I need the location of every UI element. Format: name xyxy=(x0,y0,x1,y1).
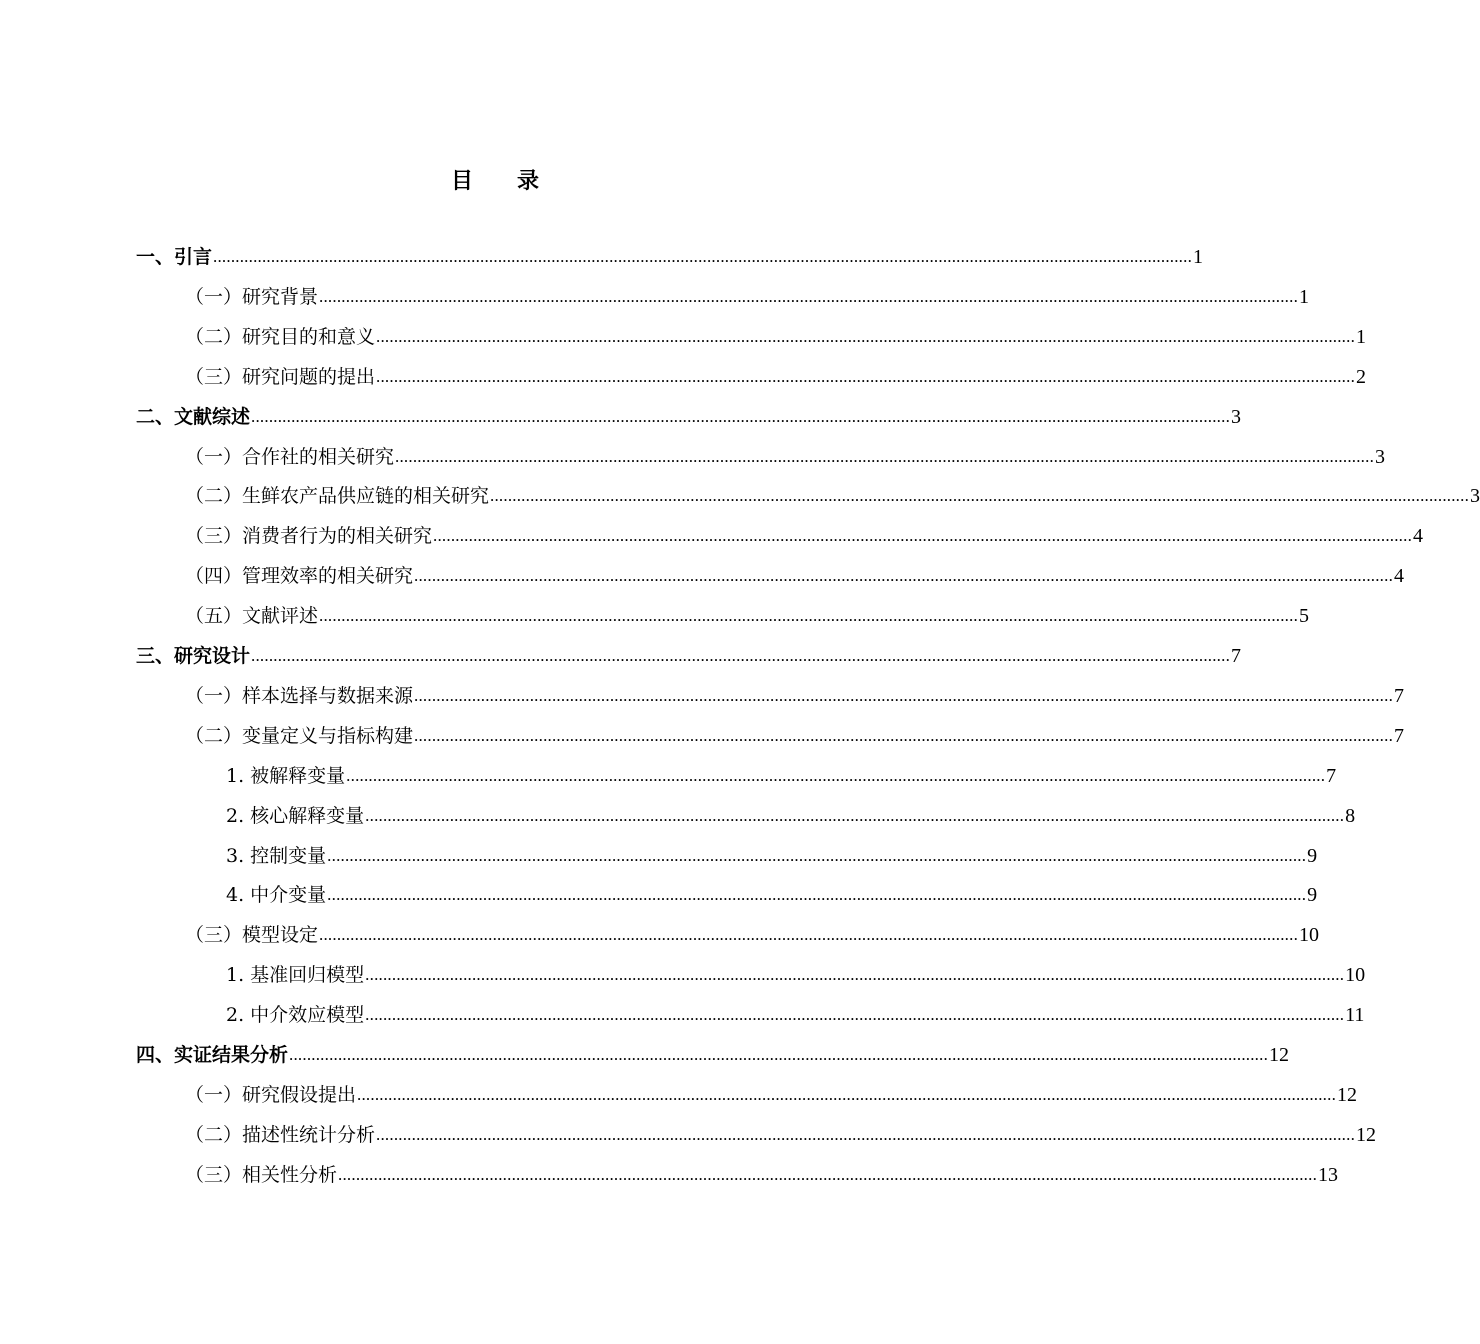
toc-entry-page-number: 5 xyxy=(1299,605,1310,628)
toc-entry-label: （二）描述性统计分析 xyxy=(185,1123,376,1146)
toc-entry-page-number: 1 xyxy=(1193,246,1204,268)
toc-entry-level-1[interactable] xyxy=(136,402,1242,432)
toc-entry-level-2[interactable] xyxy=(185,322,1367,352)
toc-entry-level-3[interactable] xyxy=(226,880,1318,910)
toc-entry-label: 4. 中介变量 xyxy=(226,884,327,907)
toc-entry-label: （三）研究问题的提出 xyxy=(185,365,376,388)
toc-leader-dots: ............................................................................................................................................................................................................................ xyxy=(490,486,1470,506)
toc-entry-label: 四、实证结果分析 xyxy=(136,1044,289,1066)
toc-leader-dots: ............................................................................................................................................................................................................................ xyxy=(414,725,1394,745)
toc-leader-dots: ............................................................................................................................................................................................................................ xyxy=(365,805,1345,825)
toc-entry-label: （四）管理效率的相关研究 xyxy=(185,565,414,588)
toc-entry-label: 1. 被解释变量 xyxy=(226,764,346,787)
toc-entry-label: 三、研究设计 xyxy=(136,645,251,667)
toc-entry-level-2[interactable] xyxy=(185,1160,1339,1190)
toc-entry-page-number: 3 xyxy=(1470,485,1480,508)
toc-entry-level-2[interactable] xyxy=(185,442,1386,472)
toc-entry-level-2[interactable] xyxy=(185,282,1310,312)
toc-entry-label: 一、引言 xyxy=(136,246,213,268)
toc-leader-dots: ............................................................................................................................................................................................................................ xyxy=(338,1164,1318,1184)
toc-leader-dots: ............................................................................................................................................................................................................................ xyxy=(289,1045,1269,1064)
toc-leader-dots: ............................................................................................................................................................................................................................ xyxy=(327,845,1307,865)
toc-leader-dots: ............................................................................................................................................................................................................................ xyxy=(319,925,1299,945)
toc-entry-page-number: 12 xyxy=(1269,1044,1290,1066)
toc-leader-dots: ............................................................................................................................................................................................................................ xyxy=(414,685,1394,705)
toc-entry-page-number: 4 xyxy=(1394,565,1405,588)
toc-entry-level-3[interactable] xyxy=(226,801,1356,831)
toc-entry-level-2[interactable] xyxy=(185,681,1405,711)
toc-entry-label: 3. 控制变量 xyxy=(226,844,327,867)
toc-entry-page-number: 3 xyxy=(1231,405,1242,428)
toc-entry-page-number: 11 xyxy=(1345,1004,1365,1027)
toc-leader-dots: ............................................................................................................................................................................................................................ xyxy=(376,326,1356,346)
toc-entry-page-number: 10 xyxy=(1299,924,1320,947)
toc-entry-level-2[interactable] xyxy=(185,481,1480,511)
toc-entry-level-1[interactable] xyxy=(136,242,1204,272)
toc-entry-label: （三）模型设定 xyxy=(185,924,319,947)
toc-entry-page-number: 9 xyxy=(1307,844,1318,867)
toc-entry-level-2[interactable] xyxy=(185,521,1424,551)
toc-entry-level-2[interactable] xyxy=(185,362,1367,392)
toc-entry-page-number: 12 xyxy=(1356,1123,1377,1146)
toc-leader-dots: ............................................................................................................................................................................................................................ xyxy=(327,885,1307,905)
toc-entry-level-3[interactable] xyxy=(226,841,1318,871)
toc-entry-label: （五）文献评述 xyxy=(185,605,319,628)
toc-entry-level-3[interactable] xyxy=(226,1000,1365,1030)
toc-entry-level-3[interactable] xyxy=(226,761,1337,791)
toc-entry-label: 1. 基准回归模型 xyxy=(226,964,365,987)
toc-entry-label: （一）合作社的相关研究 xyxy=(185,445,395,468)
toc-entry-label: （三）消费者行为的相关研究 xyxy=(185,525,433,548)
toc-entry-page-number: 10 xyxy=(1345,964,1366,987)
toc-entry-label: （一）研究背景 xyxy=(185,285,319,308)
toc-entry-page-number: 7 xyxy=(1394,684,1405,707)
toc-leader-dots: ............................................................................................................................................................................................................................ xyxy=(251,646,1231,665)
toc-leader-dots: ............................................................................................................................................................................................................................ xyxy=(357,1084,1337,1104)
toc-leader-dots: ............................................................................................................................................................................................................................ xyxy=(365,1005,1345,1025)
toc-leader-dots: ............................................................................................................................................................................................................................ xyxy=(414,566,1394,586)
toc-entry-label: 2. 核心解释变量 xyxy=(226,804,365,827)
toc-leader-dots: ............................................................................................................................................................................................................................ xyxy=(365,965,1345,985)
toc-entry-level-2[interactable] xyxy=(185,1080,1358,1110)
toc-entry-level-3[interactable] xyxy=(226,960,1366,990)
toc-entry-label: 2. 中介效应模型 xyxy=(226,1004,365,1027)
toc-entry-label: （二）研究目的和意义 xyxy=(185,325,376,348)
toc-leader-dots: ............................................................................................................................................................................................................................ xyxy=(319,286,1299,306)
toc-entry-page-number: 7 xyxy=(1326,764,1337,787)
toc-leader-dots: ............................................................................................................................................................................................................................ xyxy=(213,247,1193,266)
toc-leader-dots: ............................................................................................................................................................................................................................ xyxy=(319,606,1299,626)
toc-leader-dots: ............................................................................................................................................................................................................................ xyxy=(433,526,1413,546)
toc-leader-dots: ............................................................................................................................................................................................................................ xyxy=(251,406,1231,426)
toc-entry-page-number: 8 xyxy=(1345,804,1356,827)
toc-entry-level-1[interactable] xyxy=(136,1040,1290,1070)
toc-entry-page-number: 13 xyxy=(1318,1163,1339,1186)
toc-entry-page-number: 9 xyxy=(1307,884,1318,907)
toc-entry-label: （二）变量定义与指标构建 xyxy=(185,724,414,747)
toc-leader-dots: ............................................................................................................................................................................................................................ xyxy=(346,765,1326,785)
toc-entry-page-number: 7 xyxy=(1231,645,1242,667)
toc-entry-page-number: 1 xyxy=(1299,285,1310,308)
toc-entry-page-number: 1 xyxy=(1356,325,1367,348)
toc-entry-level-1[interactable] xyxy=(136,641,1242,671)
toc-entry-page-number: 2 xyxy=(1356,365,1367,388)
toc-entry-level-2[interactable] xyxy=(185,721,1405,751)
toc-leader-dots: ............................................................................................................................................................................................................................ xyxy=(376,366,1356,386)
toc-entry-level-2[interactable] xyxy=(185,920,1320,950)
toc-entry-page-number: 12 xyxy=(1337,1083,1358,1106)
toc-leader-dots: ............................................................................................................................................................................................................................ xyxy=(376,1124,1356,1144)
toc-entry-label: （一）研究假设提出 xyxy=(185,1083,357,1106)
page-title: 目 录 xyxy=(450,169,539,194)
toc-entry-level-2[interactable] xyxy=(185,601,1310,631)
toc-entry-level-2[interactable] xyxy=(185,1120,1377,1150)
toc-entry-label: （三）相关性分析 xyxy=(185,1163,338,1186)
toc-entry-page-number: 7 xyxy=(1394,724,1405,747)
toc-entry-level-2[interactable] xyxy=(185,561,1405,591)
toc-entry-label: （二）生鲜农产品供应链的相关研究 xyxy=(185,485,490,508)
toc-entry-label: 二、文献综述 xyxy=(136,405,251,428)
toc-leader-dots: ............................................................................................................................................................................................................................ xyxy=(395,446,1375,466)
toc-entry-page-number: 3 xyxy=(1375,445,1386,468)
toc-entry-page-number: 4 xyxy=(1413,525,1424,548)
toc-entry-label: （一）样本选择与数据来源 xyxy=(185,684,414,707)
